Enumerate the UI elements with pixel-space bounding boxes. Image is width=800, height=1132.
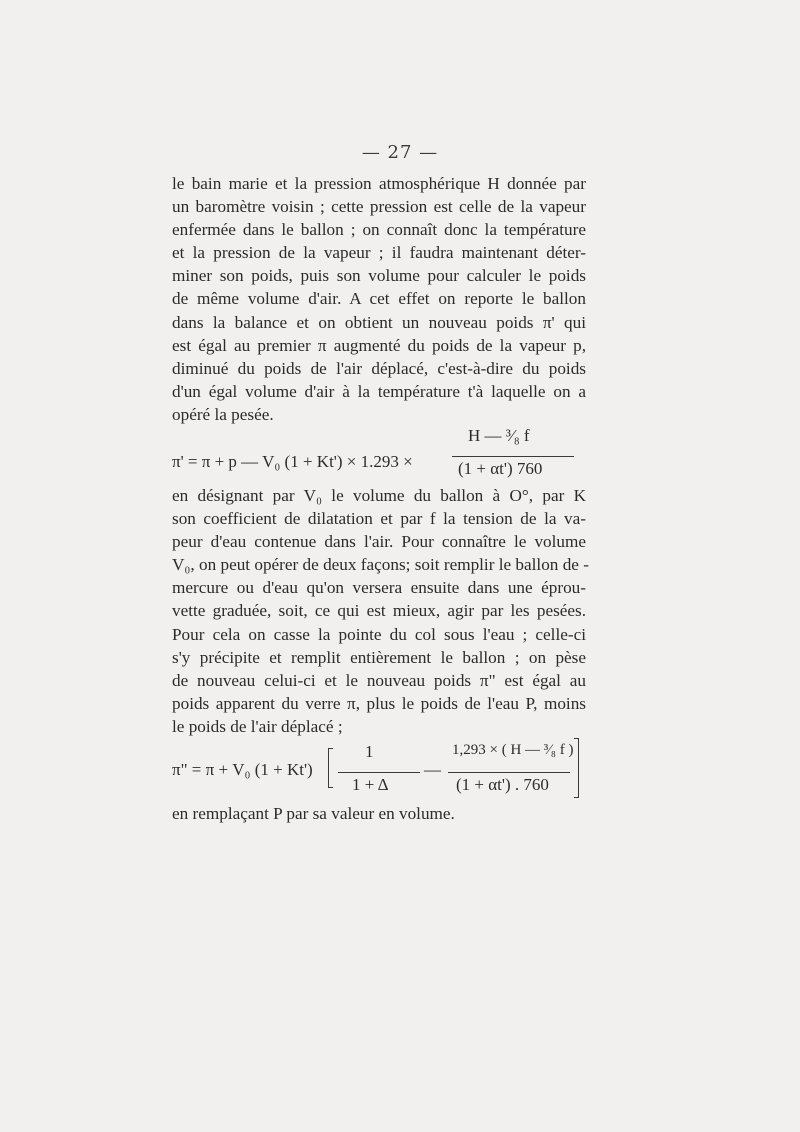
fraction-bar <box>338 772 420 773</box>
formula-1-denominator: (1 + αt') 760 <box>458 459 543 478</box>
text-line: dans la balance et on obtient un nouveau poids π' qui <box>172 312 586 332</box>
formula-1-numerator: H — ³⁄₈ f <box>468 426 530 445</box>
text-line: vette graduée, soit, ce qui est mieux, agir par les pesées. <box>172 601 586 621</box>
text-line: son coefficient de dilatation et par f la tension de la va- <box>172 509 586 529</box>
text-line: est égal au premier π augmenté du poids de la vapeur p, <box>172 335 586 355</box>
text-line: de même volume d'air. A cet effet on reporte le ballon <box>172 289 586 309</box>
fraction-bar <box>448 772 570 773</box>
text-line: de nouveau celui-ci et le nouveau poids π" est égal au <box>172 670 586 690</box>
text-line: diminué du poids de l'air déplacé, c'est-à-dire du poids <box>172 358 586 378</box>
formula-2-frac2-denominator: (1 + αt') . 760 <box>456 775 549 794</box>
text-line: V₀, on peut opérer de deux façons; soit remplir le ballon de - <box>172 555 589 575</box>
text-line: le bain marie et la pression atmosphérique H donnée par <box>172 174 586 193</box>
paragraph-1 <box>172 172 586 426</box>
text-line: le poids de l'air déplacé ; <box>172 716 343 736</box>
text-line: opéré la pesée. <box>172 404 274 424</box>
formula-2-frac1-numerator: 1 <box>365 742 374 761</box>
text-line: en remplaçant P par sa valeur en volume. <box>172 804 455 823</box>
formula-2-lhs: π" = π + V₀ (1 + Kt') <box>172 760 313 779</box>
text-line: mercure ou d'eau qu'on versera ensuite dans une éprou- <box>172 578 586 598</box>
paragraph-2 <box>172 484 589 738</box>
text-line: peur d'eau contenue dans l'air. Pour connaître le volume <box>172 532 586 552</box>
left-bracket <box>328 748 333 788</box>
text-line: en désignant par V₀ le volume du ballon à O°, par K <box>172 486 586 505</box>
text-line: et la pression de la vapeur ; il faudra maintenant déter- <box>172 243 586 263</box>
closing-line <box>172 802 586 825</box>
text-line: poids apparent du verre π, plus le poids de l'eau P, moins <box>172 693 586 713</box>
text-line: Pour cela on casse la pointe du col sous l'eau ; celle-ci <box>172 624 586 644</box>
formula-1-lhs: π' = π + p — V₀ (1 + Kt') × 1.293 × <box>172 452 413 471</box>
page-number: — 27 — <box>361 142 439 163</box>
fraction-bar <box>452 456 574 457</box>
formula-2-frac2-numerator: 1,293 × ( H — ³⁄₈ f ) <box>452 742 574 758</box>
formula-2-frac1-denominator: 1 + Δ <box>352 775 389 794</box>
text-line: un baromètre voisin ; cette pression est celle de la vapeur <box>172 197 586 217</box>
text-line: enfermée dans le ballon ; on connaît donc la température <box>172 220 586 240</box>
text-line: d'un égal volume d'air à la température t'à laquelle on a <box>172 381 586 401</box>
text-line: s'y précipite et remplit entièrement le ballon ; on pèse <box>172 647 586 667</box>
text-line: miner son poids, puis son volume pour calculer le poids <box>172 266 586 286</box>
right-bracket <box>574 738 579 798</box>
formula-2-minus: — <box>424 760 441 779</box>
